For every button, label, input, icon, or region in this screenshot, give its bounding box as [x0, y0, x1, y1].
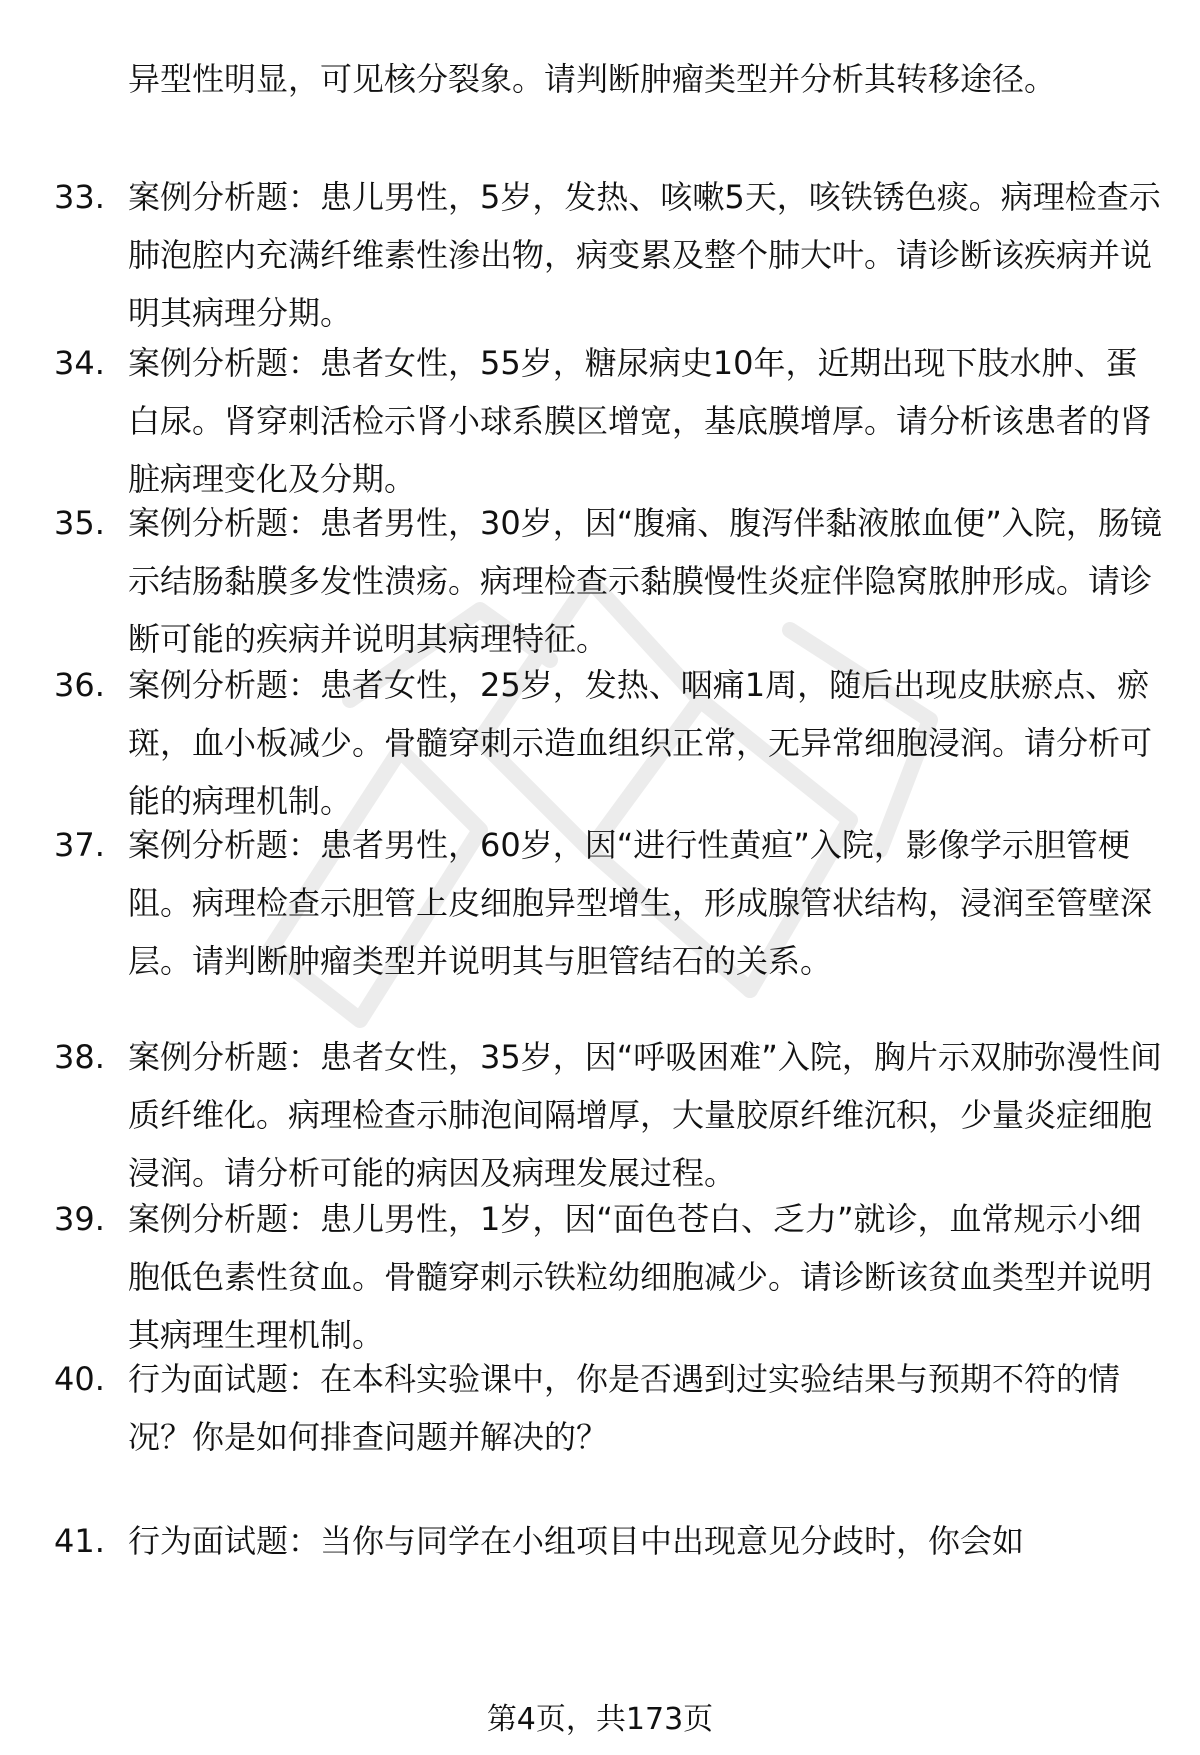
question-text: 案例分析题：患者女性，55岁，糖尿病史10年，近期出现下肢水肿、蛋白尿。肾穿刺活检示肾小球系膜区增宽，基底膜增厚。请分析该患者的肾脏病理变化及分期。: [128, 344, 1153, 498]
question-number: 37.: [54, 826, 105, 864]
question-number: 40.: [54, 1360, 105, 1398]
question-number: 34.: [54, 344, 105, 382]
question-text: 案例分析题：患者女性，25岁，发热、咽痛1周，随后出现皮肤瘀点、瘀斑，血小板减少。骨髓穿刺示造血组织正常，无异常细胞浸润。请分析可能的病理机制。: [128, 666, 1153, 820]
continuation-text: 异型性明显，可见核分裂象。请判断肿瘤类型并分析其转移途径。: [128, 60, 1057, 98]
question-text: 行为面试题：在本科实验课中，你是否遇到过实验结果与预期不符的情况？你是如何排查问题并解决的？: [128, 1360, 1121, 1456]
question-number: 38.: [54, 1038, 105, 1076]
question-text: 案例分析题：患儿男性，1岁，因“面色苍白、乏力”就诊，血常规示小细胞低色素性贫血。骨髓穿刺示铁粒幼细胞减少。请诊断该贫血类型并说明其病理生理机制。: [128, 1200, 1153, 1354]
question-number: 41.: [54, 1522, 105, 1560]
question-number: 35.: [54, 504, 105, 542]
question-text: 案例分析题：患者女性，35岁，因“呼吸困难”入院，胸片示双肺弥漫性间质纤维化。病理检查示肺泡间隔增厚，大量胶原纤维沉积，少量炎症细胞浸润。请分析可能的病因及病理发展过程。: [128, 1038, 1162, 1192]
page-footer: 第4页，共173页: [486, 1702, 714, 1737]
question-number: 36.: [54, 666, 105, 704]
question-text: 案例分析题：患者男性，60岁，因“进行性黄疸”入院，影像学示胆管梗阻。病理检查示胆管上皮细胞异型增生，形成腺管状结构，浸润至管壁深层。请判断肿瘤类型并说明其与胆管结石的关系。: [128, 826, 1153, 980]
question-text: 行为面试题：当你与同学在小组项目中出现意见分歧时，你会如: [128, 1522, 1025, 1560]
question-number: 39.: [54, 1200, 105, 1238]
question-text: 案例分析题：患者男性，30岁，因“腹痛、腹泻伴黏液脓血便”入院，肠镜示结肠黏膜多发性溃疡。病理检查示黏膜慢性炎症伴隐窝脓肿形成。请诊断可能的疾病并说明其病理特征。: [128, 504, 1162, 658]
question-text: 案例分析题：患儿男性，5岁，发热、咳嗽5天，咳铁锈色痰。病理检查示肺泡腔内充满纤维素性渗出物，病变累及整个肺大叶。请诊断该疾病并说明其病理分期。: [128, 178, 1161, 332]
question-number: 33.: [54, 178, 105, 216]
